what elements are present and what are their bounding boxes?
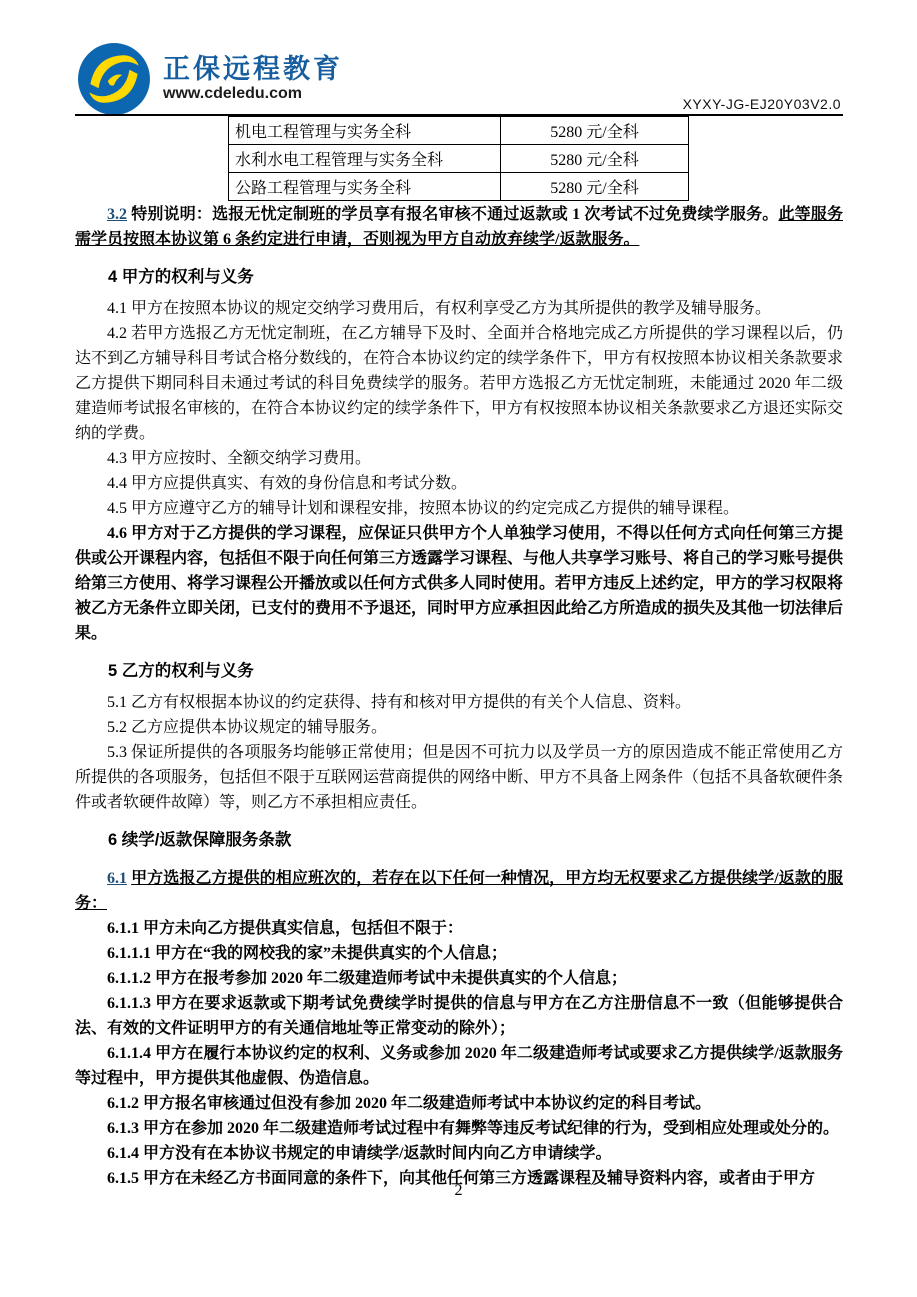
price-cell: 5280 元/全科 <box>501 173 689 201</box>
document-code: XYXY-JG-EJ20Y03V2.0 <box>682 96 841 112</box>
table-row <box>229 117 689 145</box>
table-row <box>229 173 689 201</box>
brand <box>77 42 343 116</box>
clause-6-1-2: 6.1.2 甲方报名审核通过但没有参加 2020 年二级建造师考试中本协议约定的科目考试。 <box>107 1095 712 1112</box>
page-number: 2 <box>454 1182 463 1199</box>
price-cell: 5280 元/全科 <box>501 145 689 173</box>
clause-6-1-1-3: 6.1.1.3 甲方在要求返款或下期考试免费续学时提供的信息与甲方在乙方注册信息不一致（但能够提供合法、有效的文件证明甲方的有关通信地址等正常变动的除外）； <box>75 995 843 1037</box>
subject-cell: 公路工程管理与实务全科 <box>229 173 501 201</box>
subject-cell: 水利水电工程管理与实务全科 <box>229 145 501 173</box>
price-cell: 5280 元/全科 <box>501 117 689 145</box>
clause-3-2-text: 特别说明：选报无忧定制班的学员享有报名审核不通过返款或 1 次考试不过免费续学服务。 <box>131 206 779 223</box>
section-5-heading: 5 乙方的权利与义务 <box>108 662 254 680</box>
brand-text <box>163 54 343 104</box>
page-header <box>75 0 843 116</box>
brand-url: www.cdeledu.com <box>163 85 302 102</box>
price-table <box>228 116 689 201</box>
brand-name: 正保远程教育 <box>163 54 343 84</box>
clause-6-1-5: 6.1.5 甲方在未经乙方书面同意的条件下，向其他任何第三方透露课程及辅导资料内容，或者由于甲方 <box>107 1170 816 1187</box>
table-row <box>229 145 689 173</box>
clause-4-1: 4.1 甲方在按照本协议的规定交纳学习费用后，有权利享受乙方为其所提供的教学及辅导服务。 <box>107 300 772 317</box>
clause-6-1-1-2: 6.1.1.2 甲方在报考参加 2020 年二级建造师考试中未提供真实的个人信息； <box>107 970 628 987</box>
clause-6-1-4: 6.1.4 甲方没有在本协议书规定的申请续学/返款时间内向乙方申请续学。 <box>107 1145 612 1162</box>
clause-4-4: 4.4 甲方应提供真实、有效的身份信息和考试分数。 <box>107 475 468 492</box>
clause-5-1: 5.1 乙方有权根据本协议的约定获得、持有和核对甲方提供的有关个人信息、资料。 <box>107 694 692 711</box>
brand-logo-icon <box>77 42 151 116</box>
clause-4-5: 4.5 甲方应遵守乙方的辅导计划和课程安排，按照本协议的约定完成乙方提供的辅导课程。 <box>107 500 740 517</box>
clause-6-1-1-1: 6.1.1.1 甲方在“我的网校我的家”未提供真实的个人信息； <box>107 945 508 962</box>
subject-cell: 机电工程管理与实务全科 <box>229 117 501 145</box>
clause-5-3: 5.3 保证所提供的各项服务均能够正常使用；但是因不可抗力以及学员一方的原因造成不能正常使用乙方所提供的各项服务，包括但不限于互联网运营商提供的网络中断、甲方不具备上网条件（包括不具备软硬件条件或者软硬件故障）等，则乙方不承担相应责任。 <box>75 744 844 811</box>
section-4-heading: 4 甲方的权利与义务 <box>108 268 254 286</box>
clause-4-6: 4.6 甲方对于乙方提供的学习课程，应保证只供甲方个人单独学习使用，不得以任何方式向任何第三方提供或公开课程内容，包括但不限于向任何第三方透露学习课程、与他人共享学习账号、将自己的学习账号提供给第三方使用、将学习课程公开播放或以任何方式供多人同时使用。若甲方违反上述约定，甲方的学习权限将被乙方无条件立即关闭，已支付的费用不予退还，同时甲方应承担因此给乙方所造成的损失及其他一切法律后果。 <box>75 525 844 642</box>
clause-6-1-text: 甲方选报乙方提供的相应班次的，若存在以下任何一种情况，甲方均无权要求乙方提供续学/返款的服务： <box>75 870 844 912</box>
clause-6-1-1-4: 6.1.1.4 甲方在履行本协议约定的权利、义务或参加 2020 年二级建造师考试或要求乙方提供续学/返款服务等过程中，甲方提供其他虚假、伪造信息。 <box>75 1045 843 1087</box>
clause-ref-link[interactable]: 6.1 <box>107 870 127 887</box>
clause-6-1-1: 6.1.1 甲方未向乙方提供真实信息，包括但不限于： <box>107 920 464 937</box>
clause-6-1 <box>75 866 843 916</box>
clause-4-2: 4.2 若甲方选报乙方无忧定制班，在乙方辅导下及时、全面并合格地完成乙方所提供的学习课程以后，仍达不到乙方辅导科目考试合格分数线的，在符合本协议约定的续学条件下，甲方有权按照本协议相关条款要求乙方提供下期同科目未通过考试的科目免费续学的服务。若甲方选报乙方无忧定制班，未能通过 2020 年二级建造师考试报名审核的，在符合本协议约定的续学条件下，甲方有权按照本协议相关条款要求乙方退还实际交纳的学费。 <box>75 325 844 442</box>
clause-ref-link[interactable]: 3.2 <box>107 206 127 223</box>
clause-5-2: 5.2 乙方应提供本协议规定的辅导服务。 <box>107 719 388 736</box>
clause-3-2-underlined: 此等服务需学员按照本协议第 6 条约定进行申请，否则视为甲方自动放弃续学/返款服务。 <box>75 206 843 248</box>
section-6-heading: 6 续学/返款保障服务条款 <box>108 831 292 849</box>
clause-6-1-3: 6.1.3 甲方在参加 2020 年二级建造师考试过程中有舞弊等违反考试纪律的行为，受到相应处理或处分的。 <box>107 1120 840 1137</box>
document-body <box>75 202 843 1191</box>
clause-4-3: 4.3 甲方应按时、全额交纳学习费用。 <box>107 450 372 467</box>
clause-3-2 <box>75 202 843 252</box>
